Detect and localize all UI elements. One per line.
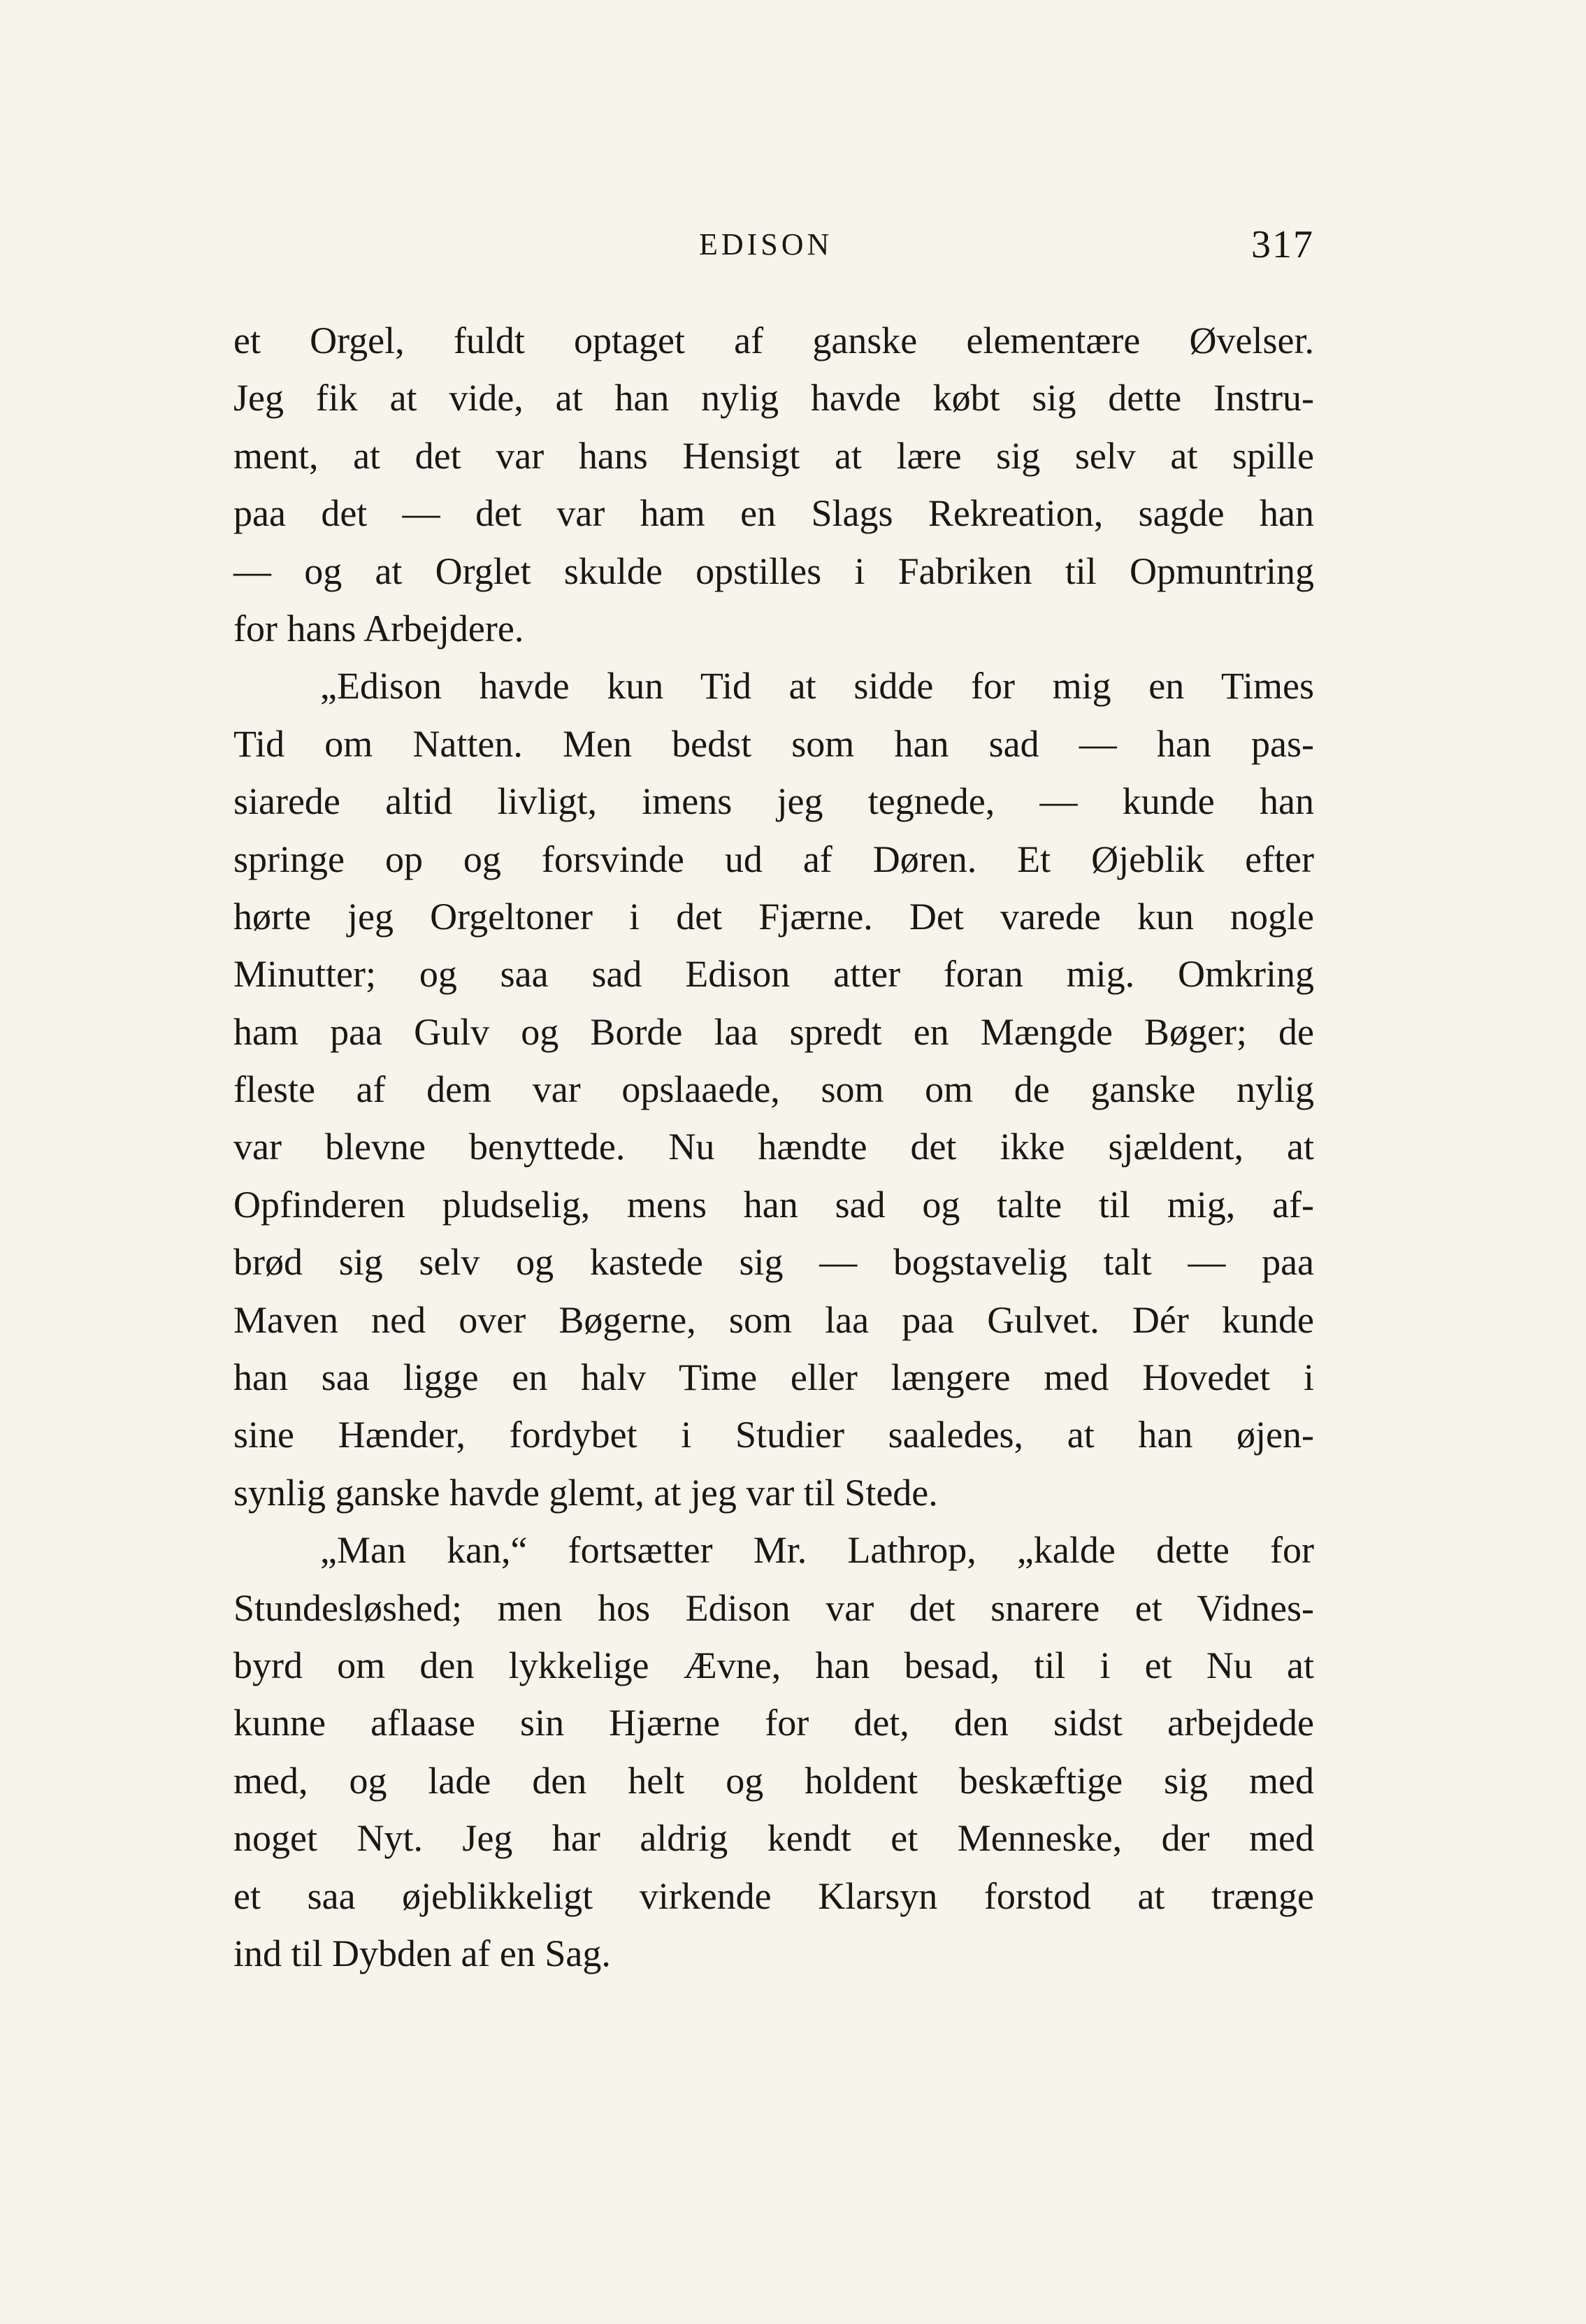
running-head <box>233 222 1314 267</box>
text-line: „Edison havde kun Tid at sidde for mig en Times <box>320 665 1314 708</box>
text-line: et Orgel, fuldt optaget af ganske elementære Øvelser. <box>233 320 1314 361</box>
text-line: han saa ligge en halv Time eller længere med Hovedet i <box>233 1356 1314 1399</box>
text-line: Maven ned over Bøgerne, som laa paa Gulvet. Dér kunde <box>233 1298 1314 1341</box>
text-line: ham paa Gulv og Borde laa spredt en Mængde Bøger; de <box>233 1010 1314 1053</box>
text-line: Minutter; og saa sad Edison atter foran mig. Omkring <box>233 953 1314 996</box>
text-line: — og at Orglet skulde opstilles i Fabriken til Opmuntring <box>233 550 1314 592</box>
text-line: for hans Arbejdere. <box>233 607 524 650</box>
text-line: Tid om Natten. Men bedst som han sad — han pas- <box>233 722 1314 765</box>
text-line: ment, at det var hans Hensigt at lære sig selv at spille <box>233 434 1314 477</box>
text-line: et saa øjeblikkeligt virkende Klarsyn forstod at trænge <box>233 1874 1314 1917</box>
text-line: byrd om den lykkelige Ævne, han besad, til i et Nu at <box>233 1644 1314 1686</box>
text-line: synlig ganske havde glemt, at jeg var til Stede. <box>233 1471 938 1514</box>
text-line: brød sig selv og kastede sig — bogstavelig talt — paa <box>233 1241 1314 1284</box>
text-line: fleste af dem var opslaaede, som om de ganske nylig <box>233 1068 1314 1111</box>
page-number: 317 <box>1251 223 1314 266</box>
text-line: sine Hænder, fordybet i Studier saaledes, at han øjen- <box>233 1414 1314 1456</box>
text-line: „Man kan,“ fortsætter Mr. Lathrop, „kalde dette for <box>320 1529 1314 1572</box>
text-line: noget Nyt. Jeg har aldrig kendt et Menneske, der med <box>233 1817 1314 1860</box>
text-line: hørte jeg Orgeltoner i det Fjærne. Det varede kun nogle <box>233 895 1314 938</box>
body-text <box>233 312 1314 1982</box>
text-line: Opfinderen pludselig, mens han sad og talte til mig, af- <box>233 1183 1314 1226</box>
text-line: kunne aflaase sin Hjærne for det, den sidst arbejdede <box>233 1702 1314 1744</box>
text-line: ind til Dybden af en Sag. <box>233 1932 611 1974</box>
running-head-title: EDISON <box>699 227 833 261</box>
text-line: springe op og forsvinde ud af Døren. Et Øjeblik efter <box>233 838 1314 880</box>
text-line: Stundesløshed; men hos Edison var det snarere et Vidnes- <box>233 1586 1314 1629</box>
text-line: var blevne benyttede. Nu hændte det ikke sjældent, at <box>233 1126 1314 1168</box>
text-line: paa det — det var ham en Slags Rekreation, sagde han <box>233 492 1314 535</box>
text-line: siarede altid livligt, imens jeg tegnede, — kunde han <box>233 780 1314 823</box>
text-line: med, og lade den helt og holdent beskæftige sig med <box>233 1759 1314 1802</box>
text-line: Jeg fik at vide, at han nylig havde købt sig dette Instru- <box>233 377 1314 419</box>
